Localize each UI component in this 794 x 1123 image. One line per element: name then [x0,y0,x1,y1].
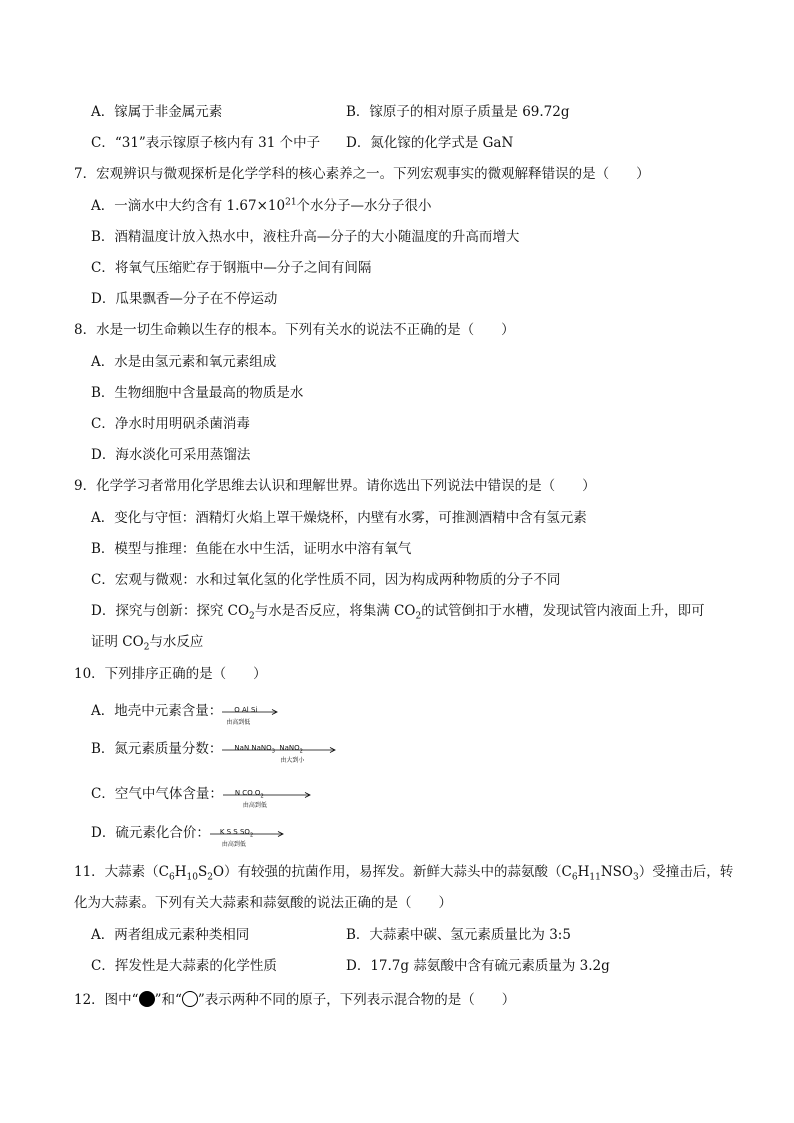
q11-option-d: D．17.7g 蒜氨酸中含有硫元素质量为 3.2g [346,958,610,974]
q10-option-a: A．地壳中元素含量： O Al Si 由高到低 [91,702,222,720]
q12-stem: 12．图中“ ”和“ ”表示两种不同的原子，下列表示混合物的是（ ） [74,992,516,1008]
q8-option-b: B．生物细胞中含量最高的物质是水 [91,385,304,401]
q9-option-d-line2: 证明 $CO_2$与水反应 [91,634,204,653]
q7-option-b: B．酒精温度计放入热水中，液柱升高—分子的大小随温度的升高而增大 [91,229,520,245]
q11-option-b: B．大蒜素中碳、氢元素质量比为 3:5 [346,927,571,943]
q8-option-a: A．水是由氢元素和氧元素组成 [91,354,277,370]
q6-option-c: C．“31”表示镓原子核内有 31 个中子 [91,135,321,151]
q10-option-c: C．空气中气体含量： N CO $O_2$ 由高到低 [91,785,223,803]
q11-stem-line2: 化为大蒜素。下列有关大蒜素和蒜氨酸的说法正确的是（ ） [74,895,452,911]
q6-option-b: B．镓原子的相对原子质量是 69.72g [346,104,570,120]
q9-stem: 9．化学学习者常用化学思维去认识和理解世界。请你选出下列说法中错误的是（ ） [74,478,596,494]
q8-option-d: D．海水淡化可采用蒸馏法 [91,447,251,463]
q8-stem: 8．水是一切生命赖以生存的根本。下列有关水的说法不正确的是（ ） [74,322,515,338]
q10-d-arrow-diagram: K S S $SO_2$ 由高到低 [210,824,288,844]
q11-option-a: A．两者组成元素种类相同 [91,927,250,943]
q7-option-c: C．将氧气压缩贮存于钢瓶中—分子之间有间隔 [91,260,372,276]
filled-atom-icon [139,991,155,1007]
q10-stem: 10．下列排序正确的是（ ） [74,666,267,682]
q9-option-b: B．模型与推理：鱼能在水中生活，证明水中溶有氧气 [91,541,412,557]
q11-stem-line1: 11．大蒜素$(C_6H_{10}S_2O)$有较强的抗菌作用，易挥发。新鲜大蒜头中的蒜氨酸$(C_6H_{11}NSO_3)$受撞击后，转 [74,864,734,883]
q10-c-arrow-diagram: N CO $O_2$ 由高到低 [223,785,315,805]
q6-option-a: A．镓属于非金属元素 [91,104,223,120]
q9-option-c: C．宏观与微观：水和过氧化氢的化学性质不同，因为构成两种物质的分子不同 [91,572,561,588]
q9-option-a: A．变化与守恒：酒精灯火焰上罩干燥烧杯，内壁有水雾，可推测酒精中含有氢元素 [91,510,587,526]
q9-option-d-line1: D．探究与创新：探究 $CO_2$与水是否反应，将集满 $CO_2$的试管倒扣于水槽，发现试管内液面上升，即可 [91,603,705,622]
q10-b-arrow-diagram: NaN NaNO$_3$ NaNO$_2$ 由大到小 [222,740,342,760]
q11-option-c: C．挥发性是大蒜素的化学性质 [91,958,277,974]
q8-option-c: C．净水时用明矾杀菌消毒 [91,416,250,432]
q7-option-d: D．瓜果飘香—分子在不停运动 [91,291,278,307]
arrow-right-icon [223,792,313,798]
q7-option-a: A．一滴水中大约含有 $1.67\times 10^{21}$个水分子—水分子很小 [91,197,432,214]
q6-option-d: D．氮化镓的化学式是 GaN [346,135,514,151]
q7-stem: 7．宏观辨识与微观探析是化学学科的核心素养之一。下列宏观事实的微观解释错误的是（ ） [74,166,650,182]
q10-a-arrow-diagram: O Al Si 由高到低 [222,702,282,722]
q10-option-b: B．氮元素质量分数： NaN NaNO$_3$ NaNO$_2$ 由大到小 [91,740,222,758]
hollow-atom-icon [182,991,198,1007]
q10-option-d: D．硫元素化合价： K S S $SO_2$ 由高到低 [91,824,210,842]
